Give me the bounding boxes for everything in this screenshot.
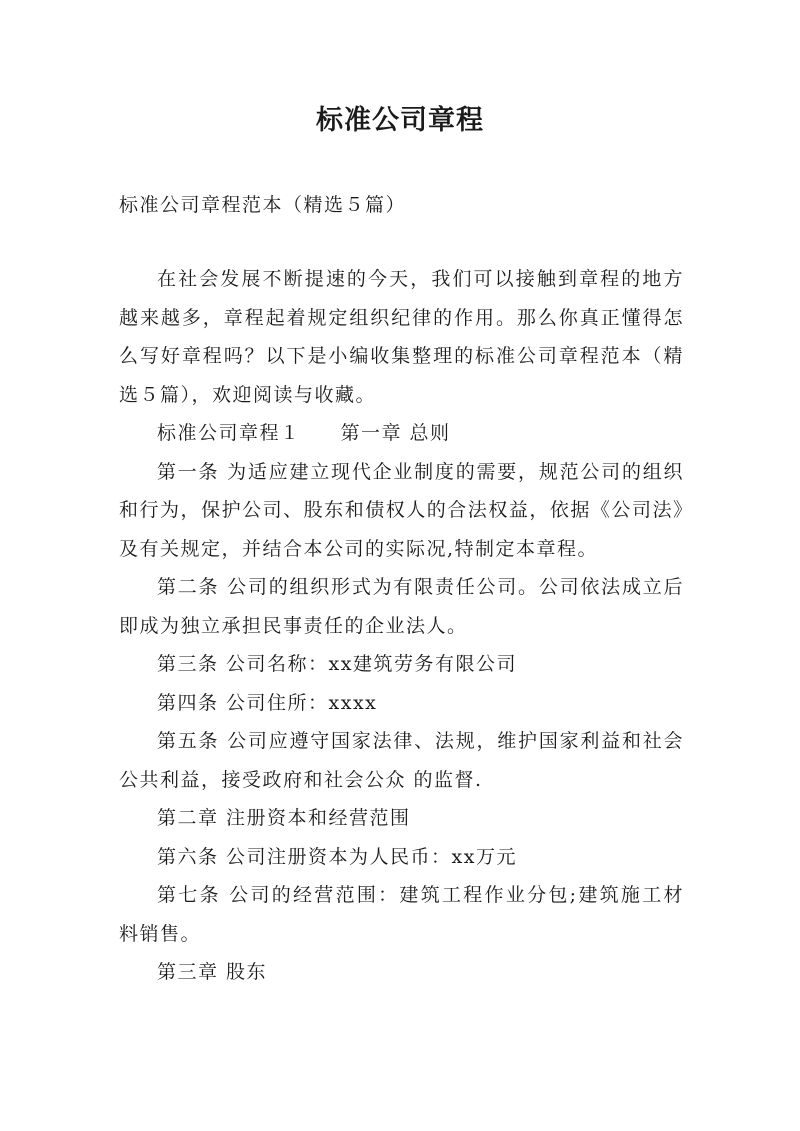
article-paragraph: 第五条 公司应遵守国家法律、法规，维护国家利益和社会公共利益，接受政府和社会公众 的监督. [119,730,684,791]
intro-paragraph: 在社会发展不断提速的今天，我们可以接触到章程的地方越来越多，章程起着规定组织纪律的作用。那么你真正懂得怎么写好章程吗？以下是小编收集整理的标准公司章程范本（精选５篇），欢迎阅读与收藏。 [119,268,684,406]
section-heading: 标准公司章程１ [157,422,301,444]
document-body [119,260,684,992]
section-heading-line [119,414,684,453]
chapter-heading: 第二章 注册资本和经营范围 [157,807,411,829]
article-paragraph: 第四条 公司住所：xxxx [157,691,378,714]
article-paragraph: 第一条 为适应建立现代企业制度的需要，规范公司的组织和行为，保护公司、股东和债权人的合法权益，依据《公司法》及有关规定，并结合本公司的实际况,特制定本章程。 [119,460,684,560]
article-paragraph: 第七条 公司的经营范围：建筑工程作业分包;建筑施工材料销售。 [119,884,684,945]
document-title: 标准公司章程 [316,105,484,136]
article-paragraph: 第三条 公司名称：xx建筑劳务有限公司 [157,653,517,675]
chapter-heading: 第一章 总则 [340,422,451,444]
chapter-heading: 第三章 股东 [157,961,268,983]
article-paragraph: 第六条 公司注册资本为人民币：xx万元 [157,845,517,868]
document-subtitle: 标准公司章程范本（精选５篇） [119,194,407,216]
article-paragraph: 第二条 公司的组织形式为有限责任公司。公司依法成立后即成为独立承担民事责任的企业法人。 [119,576,684,637]
